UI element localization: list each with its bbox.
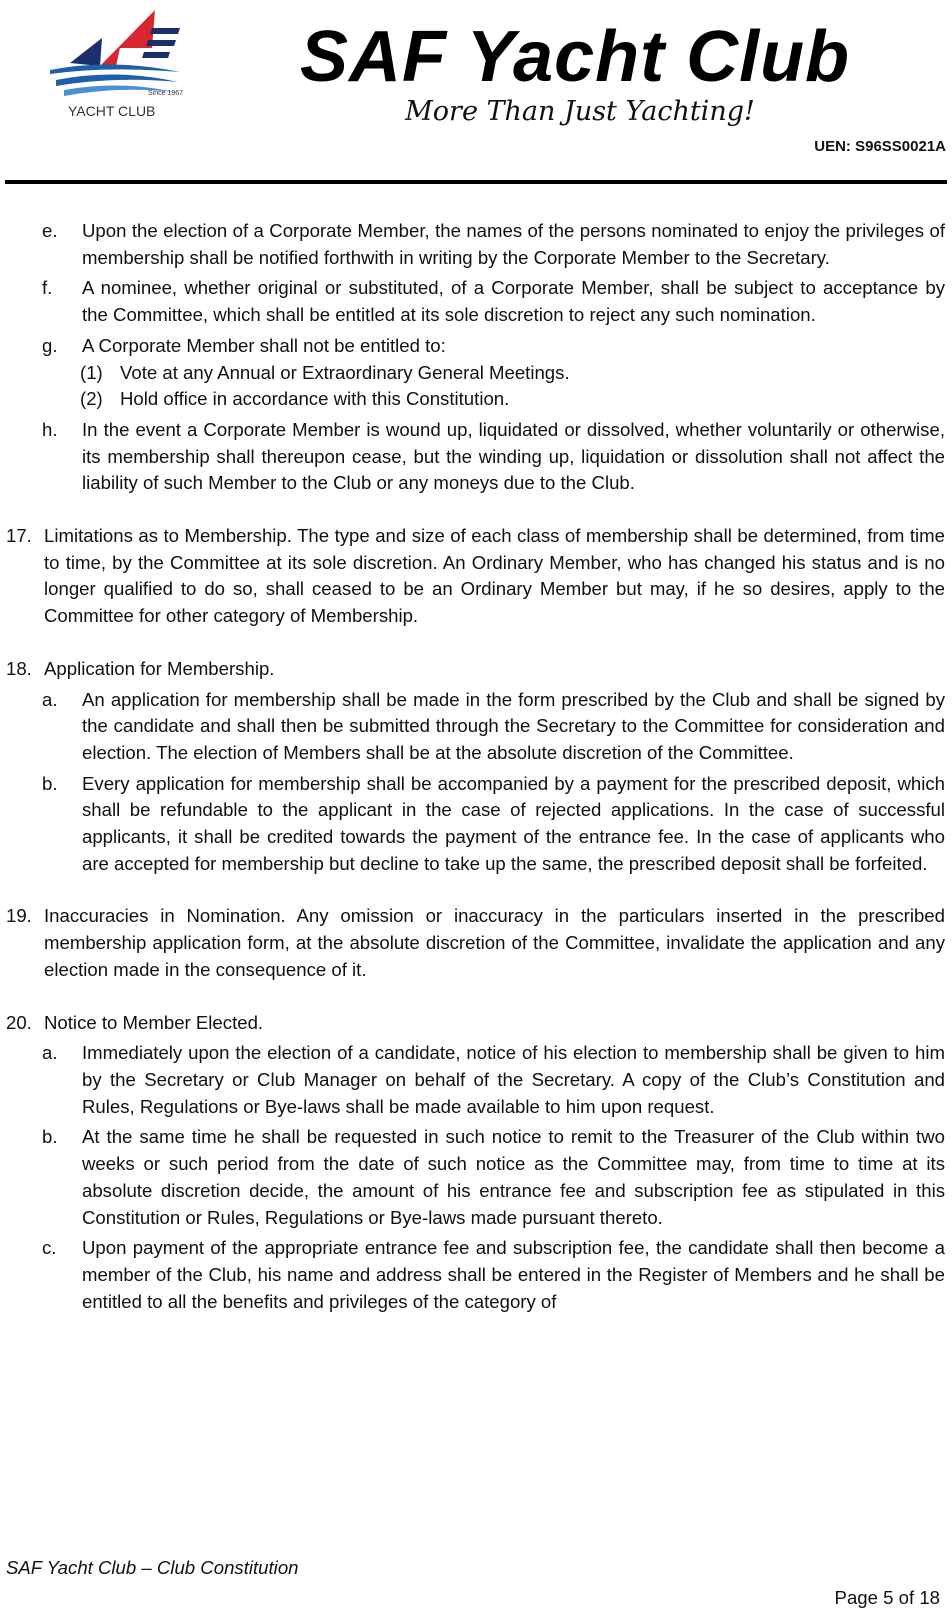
clause-label: h. (42, 418, 58, 440)
clause-label: b. (42, 772, 58, 794)
logo-since-text: Since 1967 (148, 90, 184, 97)
clause-text: A Corporate Member shall not be entitled to: (82, 334, 446, 356)
clause-label: g. (42, 334, 58, 356)
clause-19 (0, 903, 952, 983)
clause-text: Upon the election of a Corporate Member, the names of the persons nominated to enjoy the privileges of membership shall be notified forthwith in writing by the Corporate Member to the Secretary. (82, 220, 945, 268)
clause-text: An application for membership shall be made in the form prescribed by the Club and shall be signed by the candidate and shall then be submitted through the Secretary to the Committee for consideration and election. The election of Members shall be at the absolute discretion of the Committee. (82, 688, 945, 763)
clause-label: c. (42, 1237, 57, 1259)
clause-heading: Notice to Member Elected. (44, 1011, 264, 1033)
clause-20b (0, 1124, 952, 1231)
document-body (0, 218, 952, 1315)
clause-label: a. (42, 688, 58, 710)
club-logo (40, 8, 200, 128)
clause-text: At the same time he shall be requested in such notice to remit to the Treasurer of the Club within two weeks or such period from the date of such notice as the Committee may, from time to time at its absolute discretion decide, the amount of his entrance fee and subscription fee as stipulated in this Constitution or Rules, Regulations or Bye-laws made pursuant thereto. (82, 1126, 945, 1228)
clause-text: In the event a Corporate Member is wound up, liquidated or dissolved, whether voluntarily or otherwise, its membership shall thereupon cease, but the winding up, liquidation or dissolution shall not affect the liability of such Member to the Club or any moneys due to the Club. (82, 418, 945, 494)
clause-number: 20. (6, 1011, 32, 1033)
clause-17 (0, 523, 952, 630)
clause-number: 17. (6, 525, 32, 547)
clause-text: A nominee, whether original or substituted, of a Corporate Member, shall be subject to acceptance by the Committee, which shall be entitled at its sole discretion to reject any such nomination. (82, 277, 945, 326)
header-divider (5, 180, 947, 184)
clause-20a (0, 1040, 952, 1120)
clause-heading: Application for Membership. (44, 657, 275, 679)
footer-document-title: SAF Yacht Club – Club Constitution (6, 1557, 299, 1578)
clause-number: 18. (6, 657, 32, 679)
uen-number: UEN: S96SS0021A (814, 138, 946, 155)
clause-text: Vote at any Annual or Extraordinary General Meetings. (120, 361, 570, 383)
clause-label: e. (42, 220, 58, 241)
clause-number: 19. (6, 905, 32, 927)
clause-18b (0, 771, 952, 878)
clause-text: Upon payment of the appropriate entrance fee and subscription fee, the candidate shall then become a member of the Club, his name and address shall be entered in the Register of Members and he shall be entitled to all the benefits and privileges of the category of (82, 1237, 945, 1312)
clause-16g (0, 333, 952, 360)
clause-text: Hold office in accordance with this Constitution. (120, 388, 510, 410)
clause-text: Immediately upon the election of a candidate, notice of his election to membership shall be given to him by the Secretary or Club Manager on behalf of the Secretary. A copy of the Club’s Constitution and Rules, Regulations or Bye-laws shall be made available to him upon request. (82, 1042, 945, 1117)
clause-label: b. (42, 1126, 58, 1148)
clause-16f (0, 275, 952, 328)
clause-16g-1 (0, 360, 952, 387)
clause-label: (1) (80, 361, 103, 383)
clause-text: Every application for membership shall be accompanied by a payment for the prescribed deposit, which shall be refundable to the applicant in the case of rejected applications. In the case of successful applicants, it shall be credited towards the payment of the entrance fee. In the case of applicants who are accepted for membership but decline to take up the same, the prescribed deposit shall be forfeited. (82, 772, 945, 874)
clause-18 (0, 656, 952, 683)
clause-20c (0, 1235, 952, 1315)
clause-16g-2 (0, 386, 952, 413)
clause-20 (0, 1010, 952, 1037)
club-tagline: More Than Just Yachting! (405, 96, 755, 127)
clause-text: Limitations as to Membership. The type and size of each class of membership shall be determined, from time to time, by the Committee at its sole discretion. An Ordinary Member, who has changed his status and is no longer qualified to do so, shall ceased to be an Ordinary Member but may, if he so desires, apply to the Committee for other category of Membership. (44, 525, 945, 627)
page-header (0, 0, 952, 190)
logo-text: YACHT CLUB (68, 103, 156, 119)
clause-text: Inaccuracies in Nomination. Any omission or inaccuracy in the particulars inserted in the prescribed membership application form, at the absolute discretion of the Committee, invalidate the application and any election made in the consequence of it. (44, 905, 945, 980)
footer-page-number: Page 5 of 18 (834, 1587, 940, 1608)
clause-16h (0, 417, 952, 497)
clause-label: f. (42, 277, 53, 299)
clause-18a (0, 687, 952, 767)
club-name: SAF Yacht Club (299, 17, 851, 97)
clause-label: (2) (80, 388, 103, 410)
clause-16e (0, 218, 952, 271)
clause-label: a. (42, 1042, 58, 1064)
